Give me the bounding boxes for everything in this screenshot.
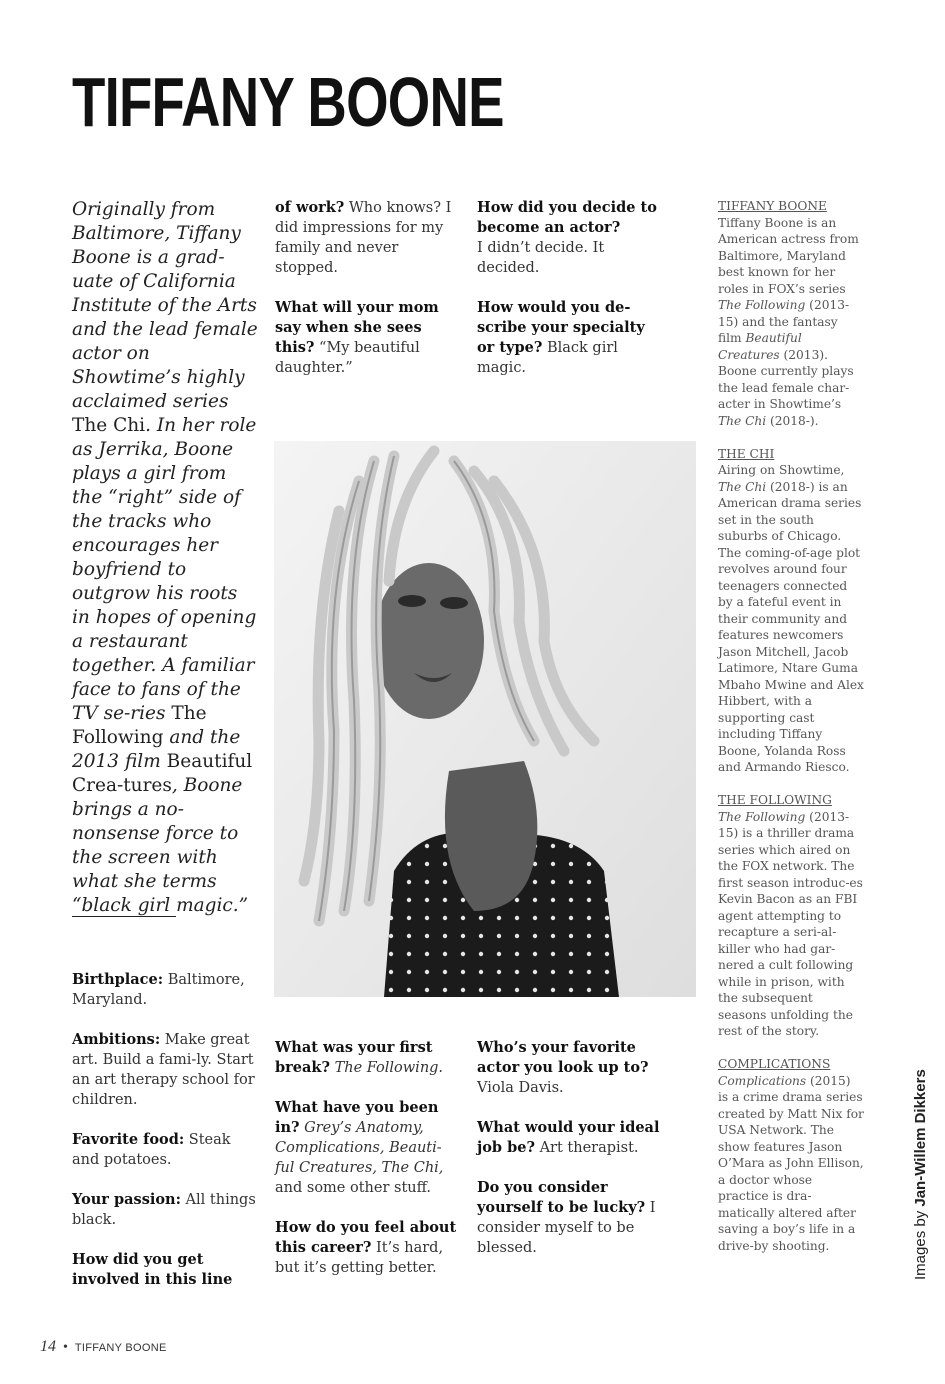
sidebar-heading: THE FOLLOWING <box>718 793 832 807</box>
quick-facts-column <box>72 970 256 1310</box>
qa-favorite-actor: Who’s your favorite actor you look up to? Viola Davis. <box>477 1039 649 1096</box>
qa-first-break: What was your first break? The Following. <box>275 1039 444 1076</box>
page-number: 14 <box>40 1338 56 1355</box>
sidebar-heading: THE CHI <box>718 446 775 461</box>
footer-separator: • <box>63 1340 68 1355</box>
divider-rule <box>72 916 176 917</box>
fact-birthplace: Birthplace: Baltimore, Maryland. <box>72 971 245 1008</box>
sidebar-section-complications: COMPLICATIONS Complications (2015) is a crime drama series created by Matt Nix for USA Network. The show features Jason O’Mara as John Ellison, a doctor whose practice is dra-matically altered after saving a boy’s life in a drive-by shooting. <box>718 1057 864 1253</box>
sidebar-section-tiffany-boone: TIFFANY BOONE Tiffany Boone is an American actress from Baltimore, Maryland best known for her roles in FOX’s series The Following (2013-15) and the fantasy film Beautiful Creatures (2013). Boone currently plays the lead female char-acter in Showtime’s The Chi (2018-). <box>718 198 864 429</box>
qa-column-middle-top <box>275 198 459 398</box>
qa-line-of-work: of work? Who knows? I did impressions for my family and never stopped. <box>275 199 452 276</box>
qa-been-in: What have you been in? Grey’s Anatomy, Complications, Beauti-ful Creatures, The Chi, and some other stuff. <box>275 1099 444 1196</box>
qa-mom: What will your mom say when she sees this? “My beautiful daughter.” <box>275 299 439 376</box>
page-title: TIFFANY BOONE <box>72 63 504 141</box>
qa-column-right-bottom <box>477 1038 661 1278</box>
qa-column-middle-bottom <box>275 1038 459 1298</box>
sidebar-heading: TIFFANY BOONE <box>718 199 827 213</box>
fact-ambitions: Ambitions: Make great art. Build a fami-ly. Start an art therapy school for children. <box>72 1031 255 1108</box>
qa-decide-actor: How did you decide to become an actor? I didn’t decide. It decided. <box>477 199 657 276</box>
sidebar-section-the-following: THE FOLLOWING The Following (2013-15) is a thriller drama series which aired on the FOX network. The first season introduc-es Kevin Bacon as an FBI agent attempting to recapture a seri-al-killer who had gar-nered a cult following while in prison, with the subsequent seasons unfolding the rest of the story. <box>718 793 863 1038</box>
photo-credit: Images by Jan-Willem Dikkers <box>912 1069 929 1280</box>
footer-label: TIFFANY BOONE <box>74 1342 167 1354</box>
page-footer <box>40 1338 167 1356</box>
qa-specialty: How would you de-scribe your specialty or type? Black girl magic. <box>477 299 645 376</box>
portrait-photo <box>274 441 696 997</box>
qa-career-feel: How do you feel about this career? It’s hard, but it’s getting better. <box>275 1219 457 1276</box>
fact-passion: Your passion: All things black. <box>72 1191 256 1228</box>
sidebar-glossary <box>718 198 864 1271</box>
qa-column-right-top <box>477 198 661 398</box>
intro-paragraph: Originally from Baltimore, Tiffany Boone is a grad-uate of California Institute of the Arts and the lead female actor on Showtime’s highly acclaimed series The Chi. In her role as Jerrika, Boone plays a girl from the “right” side of the tracks who encourages her boyfriend to outgrow his roots in hopes of opening a restaurant together. A familiar face to fans of the TV se-ries The Following and the 2013 film Beautiful Crea-tures, Boone brings a no-nonsense force to the screen with what she terms “black girl magic.” <box>72 199 258 916</box>
qa-lucky: Do you consider yourself to be lucky? I consider myself to be blessed. <box>477 1179 656 1256</box>
fact-favorite-food: Favorite food: Steak and potatoes. <box>72 1131 231 1168</box>
sidebar-heading: COMPLICATIONS <box>718 1057 831 1071</box>
question-involved: How did you get involved in this line <box>72 1251 233 1288</box>
sidebar-section-the-chi: THE CHI Airing on Showtime, The Chi (2018-) is an American drama series set in the south suburbs of Chicago. The coming-of-age plot revolves around four teenagers connected by a fateful event in their community and features newcomers Jason Mitchell, Jacob Latimore, Ntare Guma Mbaho Mwine and Alex Hibbert, with a supporting cast including Tiffany Boone, Yolanda Ross and Armando Riesco. <box>718 446 864 774</box>
qa-ideal-job: What would your ideal job be? Art therapist. <box>477 1119 660 1156</box>
